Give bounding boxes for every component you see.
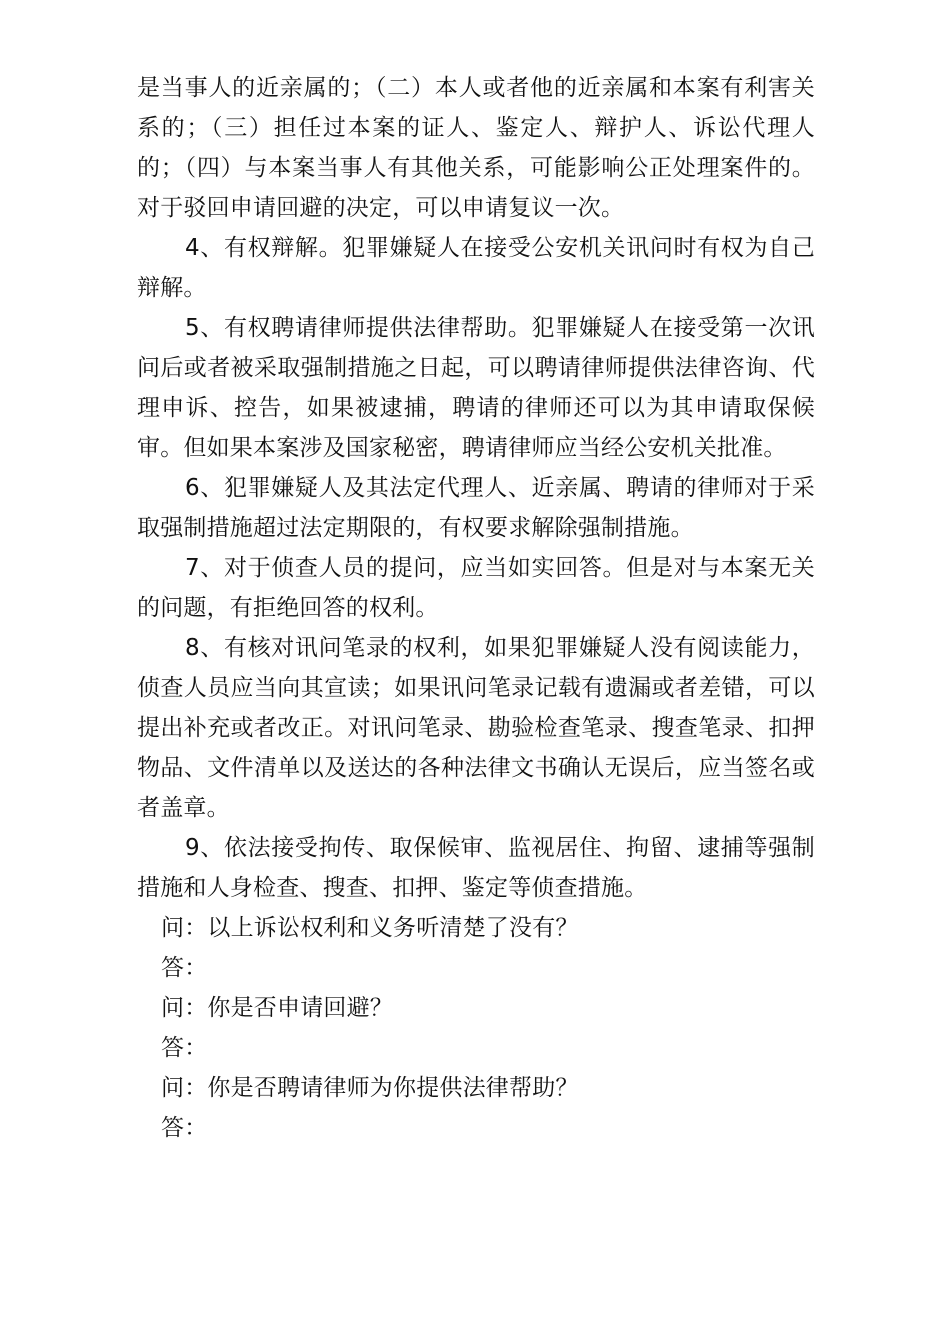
question-understood: 问：以上诉讼权利和义务听清楚了没有？	[161, 915, 579, 941]
paragraph-right-to-lawyer: 5、有权聘请律师提供法律帮助。犯罪嫌疑人在接受第一次讯问后或者被采取强制措施之日起，可以聘请律师提供法律咨询、代理申诉、控告，如果被逮捕，聘请的律师还可以为其申请取保候审。但如果本案涉及国家秘密，聘请律师应当经公安机关批准。	[137, 315, 815, 461]
paragraph-recusal-continued: 是当事人的近亲属的；（二）本人或者他的近亲属和本案有利害关系的；（三）担任过本案的证人、鉴定人、辩护人、诉讼代理人的；（四）与本案当事人有其他关系，可能影响公正处理案件的。对于驳回申请回避的决定，可以申请复议一次。	[137, 75, 815, 221]
question-lawyer: 问：你是否聘请律师为你提供法律帮助？	[161, 1075, 579, 1101]
paragraph-release-request: 6、犯罪嫌疑人及其法定代理人、近亲属、聘请的律师对于采取强制措施超过法定期限的，有权要求解除强制措施。	[137, 475, 815, 541]
document-body	[137, 68, 815, 1148]
answer-lawyer: 答：	[161, 1115, 208, 1141]
paragraph-verify-record: 8、有核对讯问笔录的权利，如果犯罪嫌疑人没有阅读能力，侦查人员应当向其宣读；如果讯问笔录记载有遗漏或者差错，可以提出补充或者改正。对讯问笔录、勘验检查笔录、搜查笔录、扣押物品、文件清单以及送达的各种法律文书确认无误后，应当签名或者盖章。	[137, 635, 815, 821]
paragraph-right-to-defend: 4、有权辩解。犯罪嫌疑人在接受公安机关讯问时有权为自己辩解。	[137, 235, 815, 301]
paragraph-answer-truthfully: 7、对于侦查人员的提问，应当如实回答。但是对与本案无关的问题，有拒绝回答的权利。	[137, 555, 815, 621]
answer-understood: 答：	[161, 955, 208, 981]
question-recusal: 问：你是否申请回避？	[161, 995, 393, 1021]
answer-recusal: 答：	[161, 1035, 208, 1061]
paragraph-accept-measures: 9、依法接受拘传、取保候审、监视居住、拘留、逮捕等强制措施和人身检查、搜查、扣押、鉴定等侦查措施。	[137, 835, 815, 901]
